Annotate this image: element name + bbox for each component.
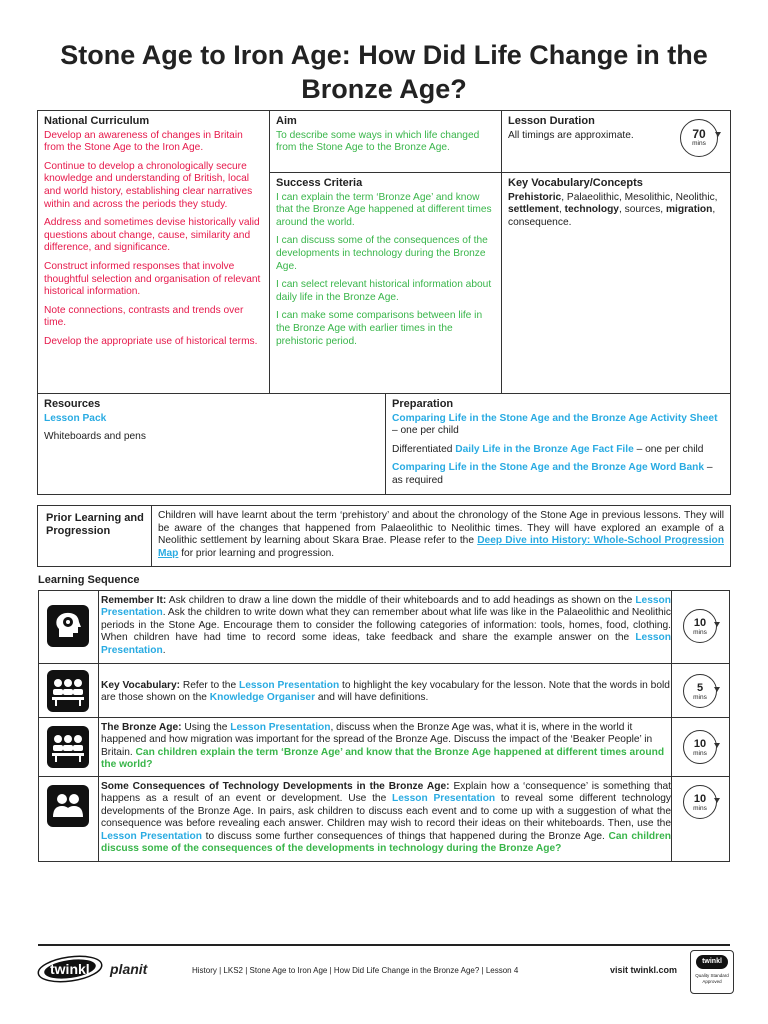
twinkl-logo[interactable]: twinkl [36, 954, 104, 984]
preparation-cell [386, 394, 730, 494]
curriculum-item: Continue to develop a chronologically secure knowledge and understanding of British, local and world history, establishing clear narratives within and across the periods they study. [44, 160, 253, 210]
class-group-icon [47, 726, 89, 768]
success-criteria-cell [270, 173, 502, 393]
knowledge-organiser-link[interactable]: Knowledge Organiser [209, 692, 316, 704]
timer-icon: 5 mins [683, 674, 717, 708]
lesson-duration-cell [502, 111, 730, 173]
criteria-item: I can make some comparisons between life in the Bronze Age with earlier times in the prehistoric period. [276, 310, 483, 347]
lesson-presentation-link[interactable]: Lesson Presentation [101, 830, 203, 842]
lesson-presentation-link[interactable]: Lesson Presentation [230, 722, 331, 733]
key-vocabulary-text: Prehistoric, Palaeolithic, Mesolithic, Neolithic, settlement, technology, sources, migration, consequence. [508, 191, 718, 228]
preparation-item: Differentiated Daily Life in the Bronze Age Fact File – one per child [392, 443, 704, 455]
sequence-text: The Bronze Age: Using the Lesson Presentation, discuss when the Bronze Age was, what it is, where in the world it happened and how migration was important for the spread of the Bronze Age. Discuss the impact of the ‘Beaker People’ in Britain. Can children explain the term ‘Bronze Age’ and know that the Bronze Age happened at different times around the world? [101, 722, 665, 771]
curriculum-item: Construct informed responses that involve thoughtful selection and organisation of relevant historical information. [44, 260, 261, 298]
prior-learning-heading-cell [38, 506, 152, 566]
prior-learning-text-cell: Children will have learnt about the term ‘prehistory’ and about the chronology of the Stone Age in previous lessons. They will be aware of the changes that happened from Palaeolithic to Neolithic times. They will have explored an example of a Neolithic settlement by learning about Skara Brae. Please refer to the Deep Dive into History: Whole-School Progression Map for prior learning and progression. [158, 510, 724, 559]
timer-icon: 10 mins [683, 730, 717, 764]
progression-map-link[interactable]: Deep Dive into History: Whole-School Progression Map [158, 535, 724, 559]
lesson-presentation-link[interactable]: Lesson Presentation [101, 632, 671, 656]
learning-sequence-heading: Learning Sequence [38, 574, 140, 586]
lesson-duration-text: All timings are approximate. [508, 129, 634, 141]
pair-work-icon [47, 785, 89, 827]
resources-heading: Resources [44, 398, 101, 410]
footer-divider [38, 944, 730, 946]
resources-cell [38, 394, 386, 494]
curriculum-item: Develop the appropriate use of historical terms. [44, 335, 258, 347]
lesson-presentation-link[interactable]: Lesson Presentation [238, 680, 340, 691]
preparation-item: Comparing Life in the Stone Age and the Bronze Age Activity Sheet – one per child [392, 412, 718, 437]
aim-cell [270, 111, 502, 173]
prior-learning-heading: Prior Learning and Progression [46, 512, 144, 537]
criteria-item: I can discuss some of the consequences of the developments in technology during the Bronze Age. [276, 235, 488, 272]
aim-text: To describe some ways in which life changed from the Stone Age to the Bronze Age. [276, 129, 480, 154]
assessment-question: Can children explain the term ‘Bronze Age’ and know that the Bronze Age happened at different times around the world? [101, 746, 665, 771]
duration-timer-icon: 70 mins [680, 119, 718, 157]
visit-twinkl-link[interactable]: visit twinkl.com [610, 965, 678, 975]
preparation-heading: Preparation [392, 398, 454, 410]
curriculum-item: Develop an awareness of changes in Britain from the Stone Age to the Iron Age. [44, 129, 243, 154]
timer-icon: 10 mins [683, 785, 717, 819]
key-vocabulary-heading: Key Vocabulary/Concepts [508, 177, 643, 189]
aim-heading: Aim [276, 115, 297, 127]
resources-text: Whiteboards and pens [44, 431, 146, 443]
key-vocabulary-cell [502, 173, 730, 393]
preparation-item: Comparing Life in the Stone Age and the Bronze Age Word Bank – as required [392, 462, 713, 486]
national-curriculum-heading: National Curriculum [44, 115, 150, 127]
sequence-row-technology-consequences [38, 776, 730, 862]
fact-file-link[interactable]: Daily Life in the Bronze Age Fact File [455, 443, 634, 455]
timer-icon: 10 mins [683, 609, 717, 643]
lesson-duration-heading: Lesson Duration [508, 115, 595, 127]
lesson-presentation-link[interactable]: Lesson Presentation [101, 595, 671, 619]
curriculum-item: Note connections, contrasts and trends over time. [44, 304, 244, 329]
success-criteria-heading: Success Criteria [276, 177, 363, 189]
national-curriculum-cell [38, 111, 270, 393]
criteria-item: I can select relevant historical information about daily life in the Bronze Age. [276, 279, 492, 303]
planit-logo: planit [110, 961, 148, 977]
footer-breadcrumb: History | LKS2 | Stone Age to Iron Age | How Did Life Change in the Bronze Age? | Lesson 4 [192, 966, 519, 975]
word-bank-link[interactable]: Comparing Life in the Stone Age and the Bronze Age Word Bank [392, 462, 705, 474]
lesson-presentation-link[interactable]: Lesson Presentation [392, 793, 496, 805]
lesson-pack-link[interactable]: Lesson Pack [44, 412, 107, 424]
sequence-row-bronze-age [38, 717, 730, 777]
prior-learning-table [37, 505, 731, 567]
sequence-text: Remember It: Ask children to draw a line down the middle of their whiteboards and to add headings as shown on the Lesson Presentation. Ask the children to write down what they can remember about what life was like in the Palaeolithic and Neolithic periods in the Stone Age. Encourage them to consider the following categories of information: tools, homes, food, clothing. When children have had time to record some ideas, take feedback and share the example answer on the Lesson Presentation. [101, 595, 671, 656]
quality-standard-badge: twinkl Quality Standard Approved [690, 950, 734, 994]
lesson-overview-table [37, 110, 731, 394]
assessment-question: Can children discuss some of the consequences of the developments in technology during the Bronze Age? [101, 830, 671, 855]
thinking-head-icon [47, 605, 89, 647]
sequence-row-remember-it [38, 590, 730, 664]
page-title: Stone Age to Iron Age: How Did Life Change in the Bronze Age? [60, 40, 708, 104]
resources-table [37, 393, 731, 495]
class-group-icon [47, 670, 89, 712]
criteria-item: I can explain the term ‘Bronze Age’ and know that the Bronze Age happened at different times around the world. [276, 191, 492, 228]
sequence-text: Key Vocabulary: Refer to the Lesson Presentation to highlight the key vocabulary for the lesson. Note that the words in bold are those shown on the Knowledge Organiser and will have definitions. [101, 680, 670, 704]
sequence-row-key-vocabulary [38, 663, 730, 718]
activity-sheet-link[interactable]: Comparing Life in the Stone Age and the Bronze Age Activity Sheet [392, 412, 718, 424]
sequence-text: Some Consequences of Technology Developments in the Bronze Age: Explain how a ‘consequence’ is something that happens as a result of an event or development. Use the Lesson Presentation to reveal some different technology developments of the Bronze Age. In pairs, ask children to discuss each event and to come up with a suggestion of what the consequence was before revealing each answer. Children may wish to record their ideas on their whiteboards. Then, use the Lesson Presentation to discuss some further consequences of things that happened during the Bronze Age. Can children discuss some of the consequences of the developments in technology during the Bronze Age? [101, 781, 671, 855]
curriculum-item: Address and sometimes devise historically valid questions about change, cause, similarity and difference, and significance. [44, 217, 260, 254]
